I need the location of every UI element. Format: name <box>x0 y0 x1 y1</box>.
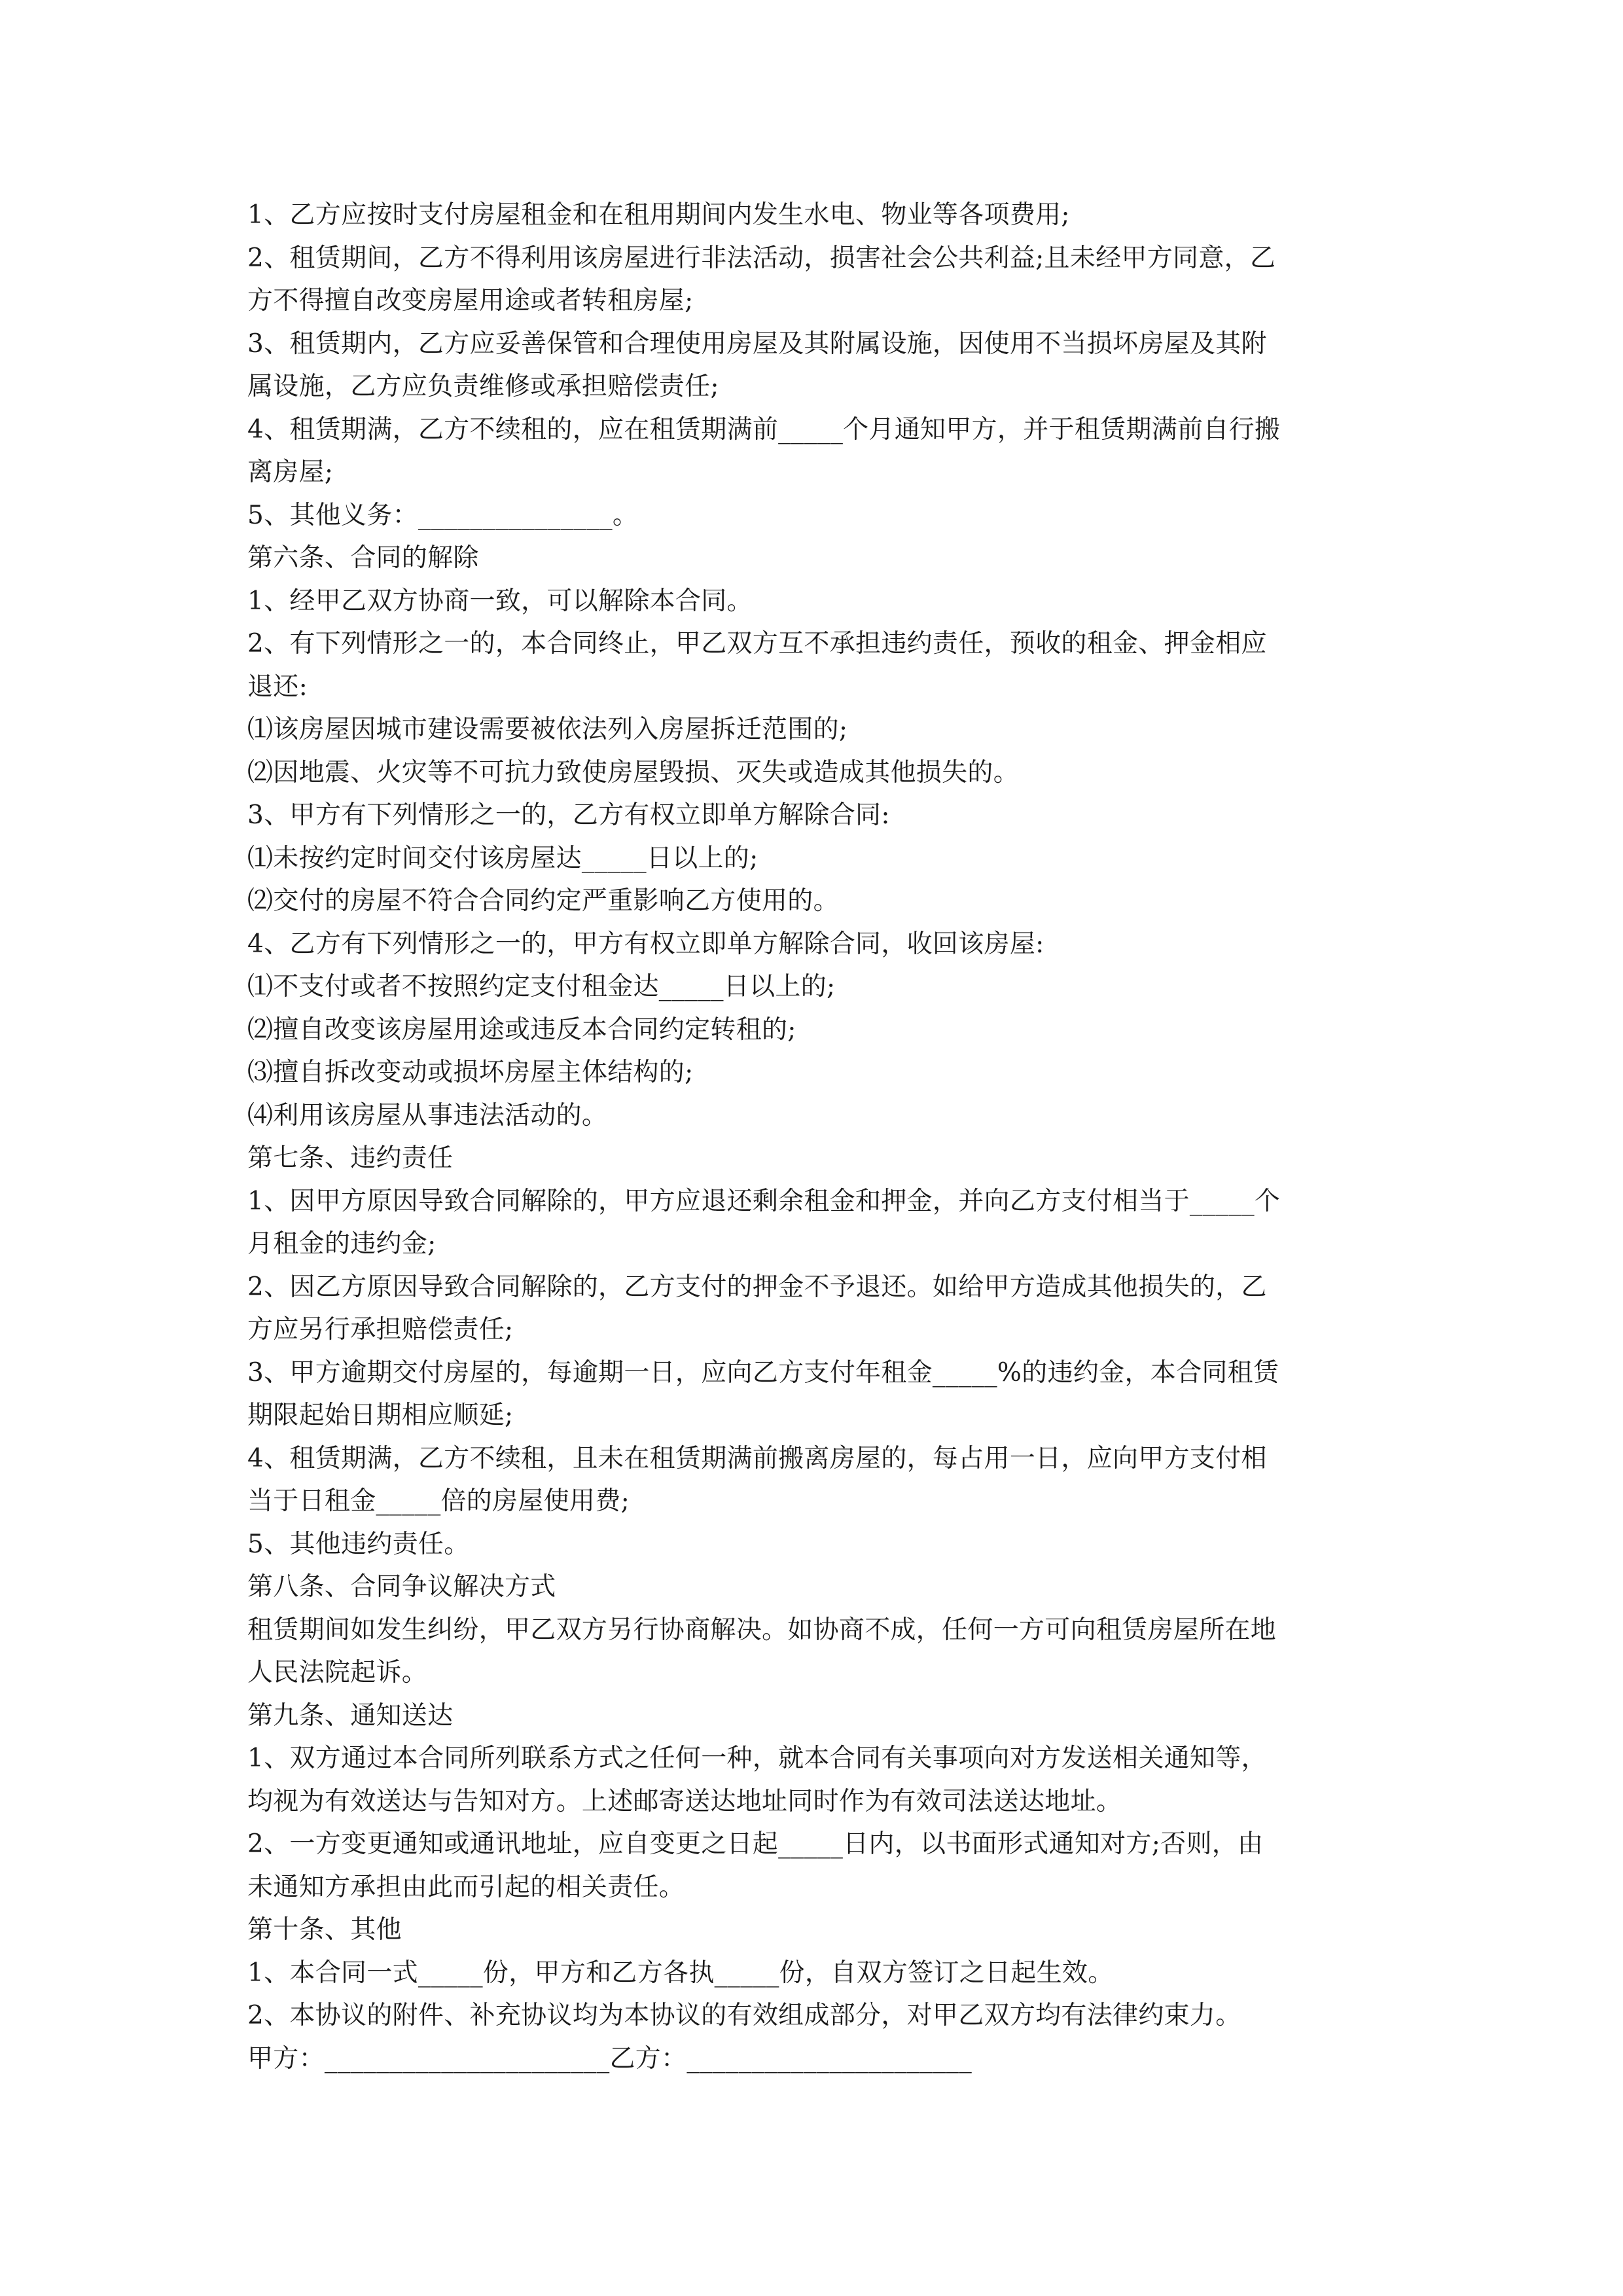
text-line: 2、有下列情形之一的，本合同终止，甲乙双方互不承担违约责任，预收的租金、押金相应 <box>247 629 1267 658</box>
text-line: ⑶擅自拆改变动或损坏房屋主体结构的; <box>247 1058 694 1087</box>
text-line: 3、甲方有下列情形之一的，乙方有权立即单方解除合同: <box>247 800 890 830</box>
text-line: 均视为有效送达与告知对方。上述邮寄送达地址同时作为有效司法送达地址。 <box>247 1786 1122 1816</box>
section-heading: 第六条、合同的解除 <box>247 543 479 573</box>
text-line: ⑷利用该房屋从事违法活动的。 <box>247 1100 608 1130</box>
text-line: 期限起始日期相应顺延; <box>247 1401 514 1430</box>
text-line: 4、租赁期满，乙方不续租，且未在租赁期满前搬离房屋的，每占用一日，应向甲方支付相 <box>247 1443 1267 1473</box>
text-line: ⑵因地震、火灾等不可抗力致使房屋毁损、灭失或造成其他损失的。 <box>247 757 1020 787</box>
text-line: 退还: <box>247 672 308 702</box>
text-line: 未通知方承担由此而引起的相关责任。 <box>247 1872 685 1902</box>
text-line: 1、乙方应按时支付房屋租金和在租用期间内发生水电、物业等各项费用; <box>247 200 1070 230</box>
text-line: 当于日租金_____倍的房屋使用费; <box>247 1486 630 1516</box>
text-line: 2、一方变更通知或通讯地址，应自变更之日起_____日内，以书面形式通知对方;否则，由 <box>247 1829 1264 1859</box>
text-line: 属设施，乙方应负责维修或承担赔偿责任; <box>247 372 719 401</box>
text-line: 4、租赁期满，乙方不续租的，应在租赁期满前_____个月通知甲方，并于租赁期满前自行搬 <box>247 414 1281 444</box>
text-line: 1、经甲乙双方协商一致，可以解除本合同。 <box>247 586 753 616</box>
text-line: 1、双方通过本合同所列联系方式之任何一种，就本合同有关事项向对方发送相关通知等， <box>247 1744 1267 1773</box>
text-line: 2、租赁期间，乙方不得利用该房屋进行非法活动，损害社会公共利益;且未经甲方同意，乙 <box>247 243 1276 273</box>
text-line: 离房屋; <box>247 457 334 487</box>
text-line: ⑴不支付或者不按照约定支付租金达_____日以上的; <box>247 972 836 1001</box>
text-line: ⑴该房屋因城市建设需要被依法列入房屋拆迁范围的; <box>247 715 848 744</box>
text-line: 3、租赁期内，乙方应妥善保管和合理使用房屋及其附属设施，因使用不当损坏房屋及其附 <box>247 329 1267 359</box>
text-line: 2、本协议的附件、补充协议均为本协议的有效组成部分，对甲乙双方均有法律约束力。 <box>247 2001 1241 2030</box>
text-line: 方不得擅自改变房屋用途或者转租房屋; <box>247 286 694 315</box>
text-line: 租赁期间如发生纠纷，甲乙双方另行协商解决。如协商不成，任何一方可向租赁房屋所在地 <box>247 1615 1277 1645</box>
text-line: 5、其他违约责任。 <box>247 1529 470 1559</box>
section-heading: 第九条、通知送达 <box>247 1700 454 1731</box>
text-line: ⑵交付的房屋不符合合同约定严重影响乙方使用的。 <box>247 886 839 916</box>
section-heading: 第十条、其他 <box>247 1915 402 1945</box>
text-line: 5、其他义务：_______________。 <box>247 500 639 530</box>
text-line: 4、乙方有下列情形之一的，甲方有权立即单方解除合同，收回该房屋: <box>247 929 1044 959</box>
signature-line: 甲方：______________________乙方：______________________ <box>247 2043 972 2073</box>
contract-page <box>247 194 1383 2080</box>
text-line: 1、本合同一式_____份，甲方和乙方各执_____份，自双方签订之日起生效。 <box>247 1958 1114 1988</box>
text-line: 2、因乙方原因导致合同解除的，乙方支付的押金不予退还。如给甲方造成其他损失的，乙 <box>247 1272 1267 1302</box>
section-heading: 第八条、合同争议解决方式 <box>247 1572 556 1602</box>
text-line: ⑵擅自改变该房屋用途或违反本合同约定转租的; <box>247 1014 796 1045</box>
text-line: 月租金的违约金; <box>247 1229 437 1259</box>
text-line: 人民法院起诉。 <box>247 1658 428 1687</box>
text-line: 3、甲方逾期交付房屋的，每逾期一日，应向乙方支付年租金_____%的违约金，本合同租赁 <box>247 1357 1279 1388</box>
section-heading: 第七条、违约责任 <box>247 1143 454 1173</box>
text-line: 1、因甲方原因导致合同解除的，甲方应退还剩余租金和押金，并向乙方支付相当于_____个 <box>247 1186 1281 1216</box>
text-line: 方应另行承担赔偿责任; <box>247 1315 514 1344</box>
text-line: ⑴未按约定时间交付该房屋达_____日以上的; <box>247 843 758 873</box>
